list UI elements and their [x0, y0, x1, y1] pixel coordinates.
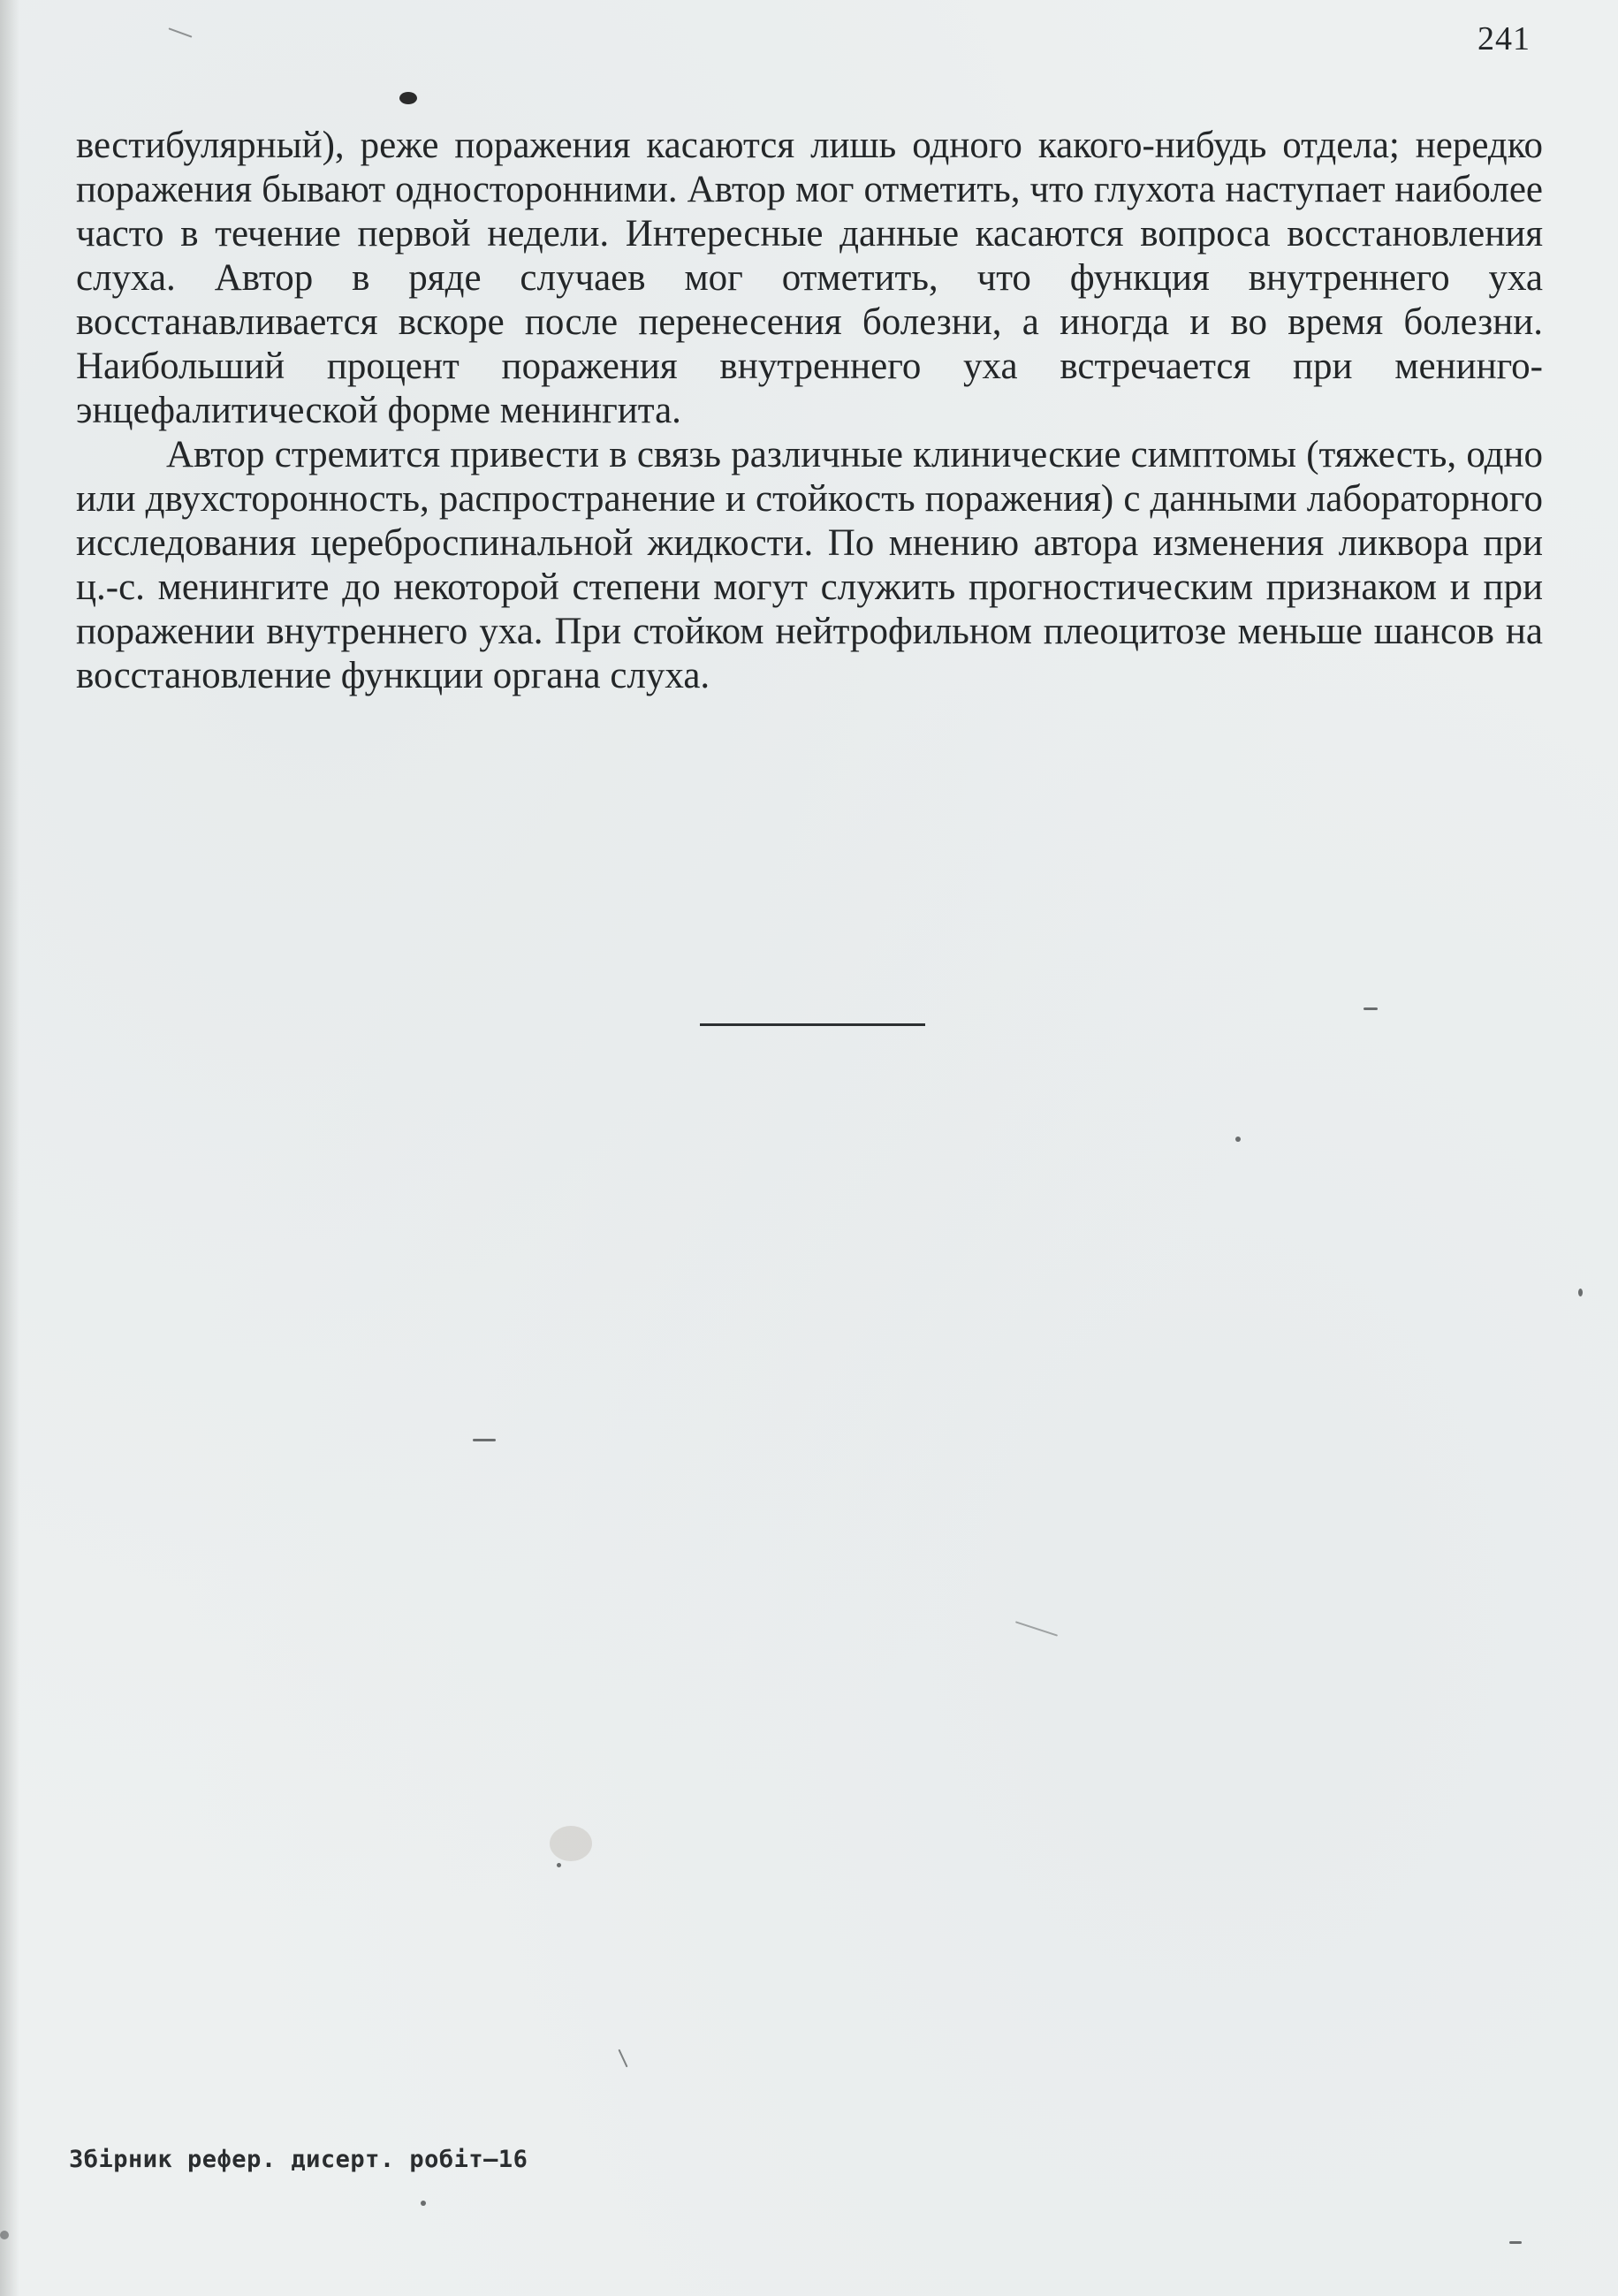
section-divider — [700, 1023, 925, 1026]
ink-blot — [399, 92, 417, 104]
paper-stain — [0, 2231, 9, 2239]
body-text — [76, 124, 1543, 698]
paper-speck — [1015, 1621, 1058, 1636]
paper-speck — [557, 1863, 561, 1867]
paragraph-2: Автор стремится привести в связь различные клинические симптомы (тяжесть, одно или двухсторонность, распространение и стойкость поражения) с данными лабораторного исследования цереброспинальной жидкости. По мнению автора изменения ликвора при ц.-с. менингите до некоторой степени могут служить прогностическим признаком и при поражении внутреннего уха. При стойком нейтрофильном плеоцитозе меньше шансов на восстановление функции органа слуха. — [76, 434, 1543, 696]
paragraph-1: вестибулярный), реже поражения касаются лишь одного какого-нибудь отдела; нередко поражения бывают односторонними. Автор мог отметить, что глухота наступает наиболее часто в течение первой недели. Интересные данные касаются вопроса восстановления слуха. Автор в ряде случаев мог отметить, что функция внутреннего уха восстанавливается вскоре после перенесения болезни, а иногда и во время болезни. Наибольший процент поражения внутреннего уха встречается при менинго-энцефалитической форме менингита. — [76, 125, 1543, 431]
paper-speck — [473, 1439, 496, 1441]
paper-stain — [550, 1826, 592, 1861]
paper-speck — [1235, 1137, 1241, 1142]
page-edge-shadow — [0, 0, 19, 2296]
paper-speck — [421, 2201, 426, 2206]
page-number: 241 — [1477, 20, 1531, 57]
footer-signature: Збірник рефер. дисерт. робіт—16 — [69, 2146, 528, 2173]
paper-speck — [1578, 1289, 1583, 1296]
paper-speck — [1509, 2241, 1522, 2244]
paper-speck — [169, 27, 193, 37]
paper-speck — [1364, 1007, 1378, 1010]
paper-speck — [618, 2049, 627, 2068]
